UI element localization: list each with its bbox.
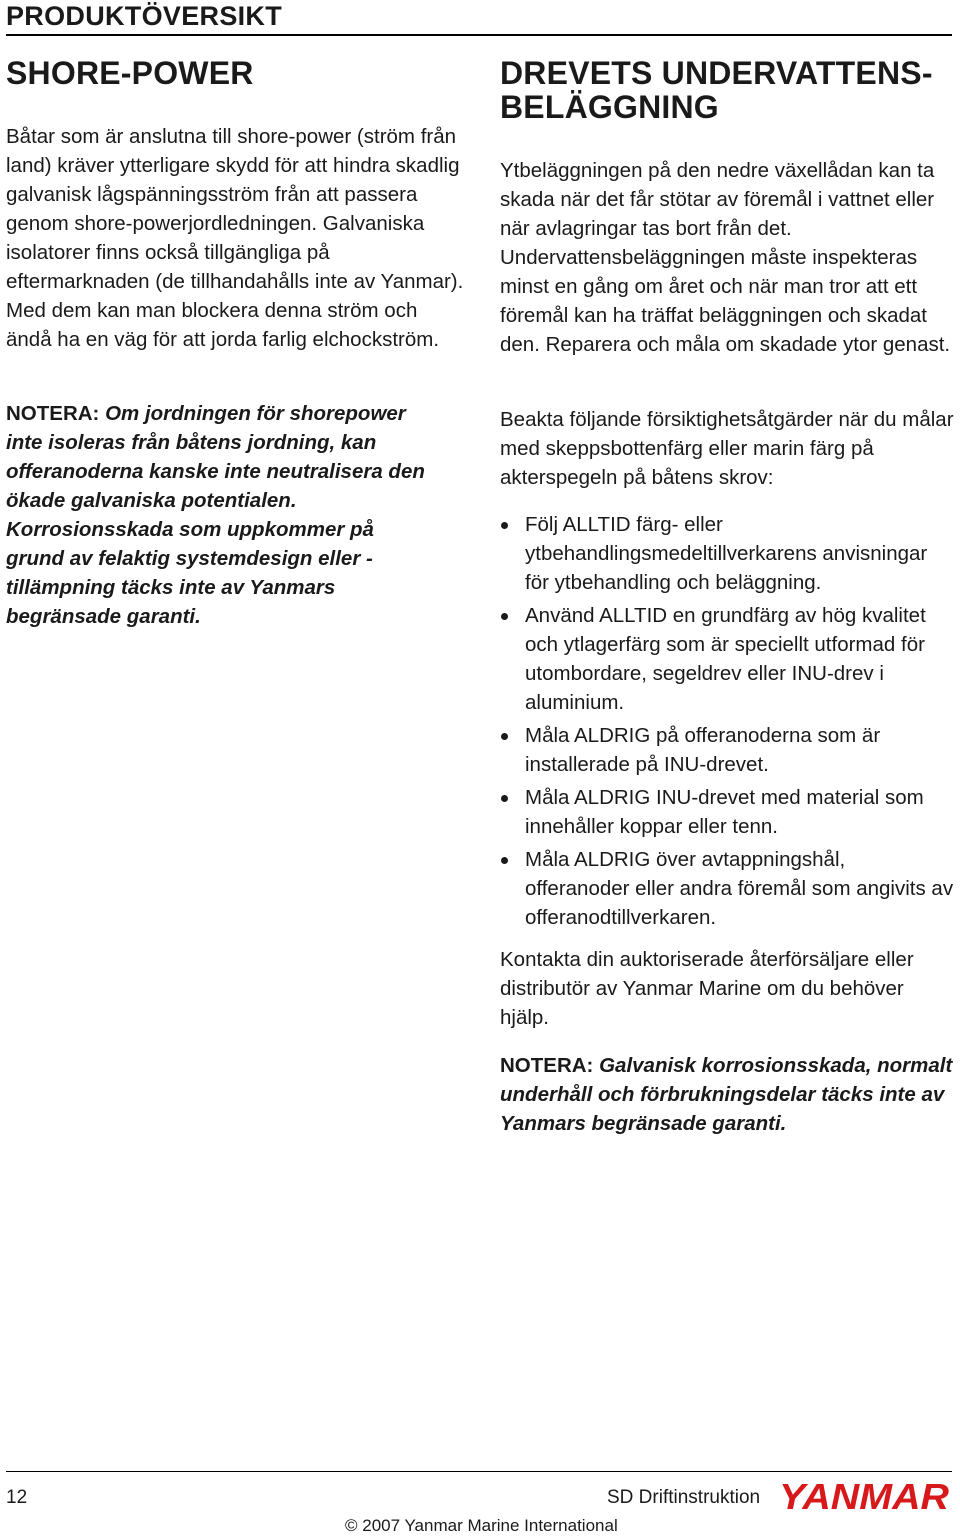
list-item xyxy=(500,721,955,779)
note-text: Om jordningen för shorepower inte isoleras från båtens jordning, kan offeranoderna kanske inte neutralisera den ökade galvaniska potentialen. Korrosionsskada som uppkommer på grund av felaktig systemdesign eller -tillämpning täcks inte av Yanmars begränsade garanti. xyxy=(6,402,425,628)
list-item xyxy=(500,510,955,597)
list-item xyxy=(500,601,955,717)
page-number: 12 xyxy=(6,1487,28,1508)
coating-heading-line-2: BELÄGGNING xyxy=(500,89,719,125)
logo-wordmark: YANMAR xyxy=(779,1478,949,1514)
list-item-text: Måla ALDRIG INU-drevet med material som innehåller koppar eller tenn. xyxy=(525,786,924,838)
shore-power-note xyxy=(6,399,434,631)
note-label: NOTERA: xyxy=(500,1054,594,1077)
section-heading-shore-power: SHORE-POWER xyxy=(6,55,254,91)
coating-note xyxy=(500,1051,955,1138)
coating-paragraph-1: Ytbeläggningen på den nedre växellådan kan ta skada när det får stötar av föremål i vattnet eller när avlagringar tas bort från det. Undervattensbeläggningen måste inspekteras minst en gång om året och när man tror att ett föremål kan ha träffat beläggningen och skadat den. Reparera och måla om skadade ytor genast. xyxy=(500,159,951,356)
page-header-title: PRODUKTÖVERSIKT xyxy=(6,1,283,31)
list-item-text: Måla ALDRIG över avtappningshål, offeranoder eller andra föremål som angivits av offeranodtillverkaren. xyxy=(525,848,954,929)
note-label: NOTERA: xyxy=(6,402,100,425)
list-item-text: Använd ALLTID en grundfärg av hög kvalitet och ytlagerfärg som är speciellt utformad för utombordare, segeldrev eller INU-drev i aluminium. xyxy=(525,604,926,714)
bullet-icon xyxy=(501,795,508,802)
section-heading-coating xyxy=(500,56,933,124)
shore-power-paragraph: Båtar som är anslutna till shore-power (ström från land) kräver ytterligare skydd för att hindra skadlig galvanisk lågspänningsström från att passera genom shore-powerjordledningen. Galvaniska isolatorer finns också tillgängliga på eftermarknaden (de tillhandahålls inte av Yanmar). Med dem kan man blockera denna ström och ändå ha en väg för att jorda farlig elchockström. xyxy=(6,125,464,351)
header-divider xyxy=(6,34,952,36)
list-item-text: Följ ALLTID färg- eller ytbehandlingsmedeltillverkarens anvisningar för ytbehandling och beläggning. xyxy=(525,513,928,594)
bullet-icon xyxy=(501,857,508,864)
copyright-notice: © 2007 Yanmar Marine International xyxy=(345,1516,618,1535)
document-title: SD Driftinstruktion xyxy=(607,1487,761,1508)
precautions-list xyxy=(500,510,955,936)
bullet-icon xyxy=(501,613,508,620)
bullet-icon xyxy=(501,522,508,529)
footer-divider xyxy=(6,1471,952,1472)
contact-paragraph: Kontakta din auktoriserade återförsäljare eller distributör av Yanmar Marine om du behöver hjälp. xyxy=(500,948,914,1029)
note-text: Galvanisk korrosionsskada, normalt underhåll och förbrukningsdelar täcks inte av Yanmars begränsade garanti. xyxy=(500,1054,953,1135)
coating-paragraph-2: Beakta följande försiktighetsåtgärder när du målar med skeppsbottenfärg eller marin färg på akterspegeln på båtens skrov: xyxy=(500,408,954,489)
list-item xyxy=(500,845,955,932)
coating-heading-line-1: DREVETS UNDERVATTENS- xyxy=(500,55,933,91)
bullet-icon xyxy=(501,733,508,740)
list-item-text: Måla ALDRIG på offeranoderna som är installerade på INU-drevet. xyxy=(525,724,881,776)
yanmar-logo xyxy=(779,1478,953,1514)
list-item xyxy=(500,783,955,841)
